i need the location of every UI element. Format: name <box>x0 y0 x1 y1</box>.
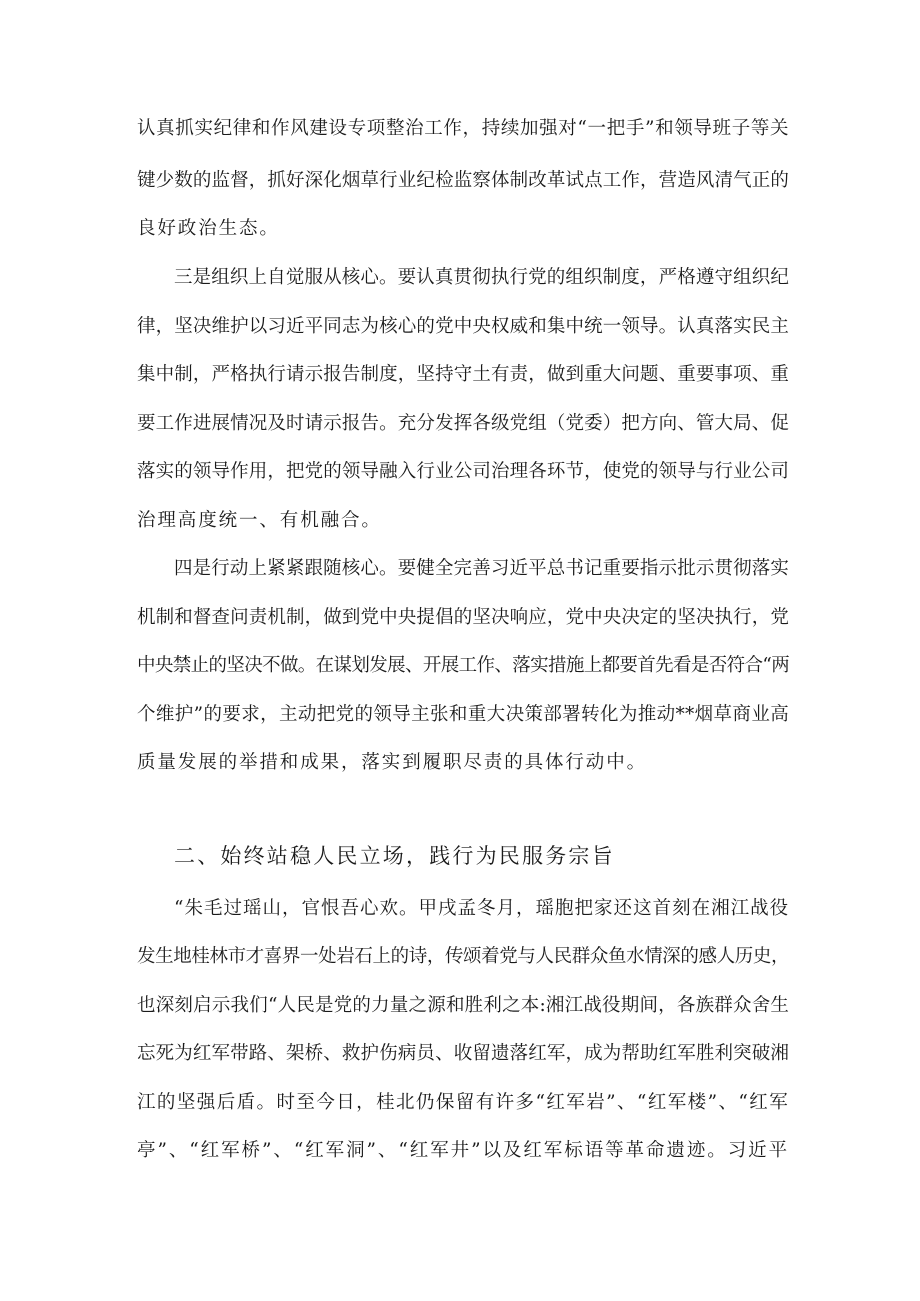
section-heading: 二、始终站稳人民立场，践行为民服务宗旨 <box>174 844 615 868</box>
text-line: 中央禁止的坚决不做。在谋划发展、开展工作、落实措施上都要首先看是否符合“两 <box>137 655 789 676</box>
text-line: 亭”、“红军桥”、“红军洞”、“红军井”以及红军标语等革命遗迹。习近平 <box>137 1140 789 1161</box>
text-line: “朱毛过瑶山，官恨吾心欢。甲戌孟冬月，瑶胞把家还这首刻在湘江战役 <box>174 898 789 919</box>
text-line: 律，坚决维护以习近平同志为核心的党中央权威和集中统一领导。认真落实民主 <box>137 316 789 337</box>
text-line: 个维护”的要求，主动把党的领导主张和重大决策部署转化为推动**烟草商业高 <box>137 704 789 725</box>
text-line: 三是组织上自觉服从核心。要认真贯彻执行党的组织制度，严格遵守组织纪 <box>174 267 789 288</box>
text-line: 机制和督查问责机制，做到党中央提倡的坚决响应，党中央决定的坚决执行，党 <box>137 607 789 628</box>
text-line: 良好政治生态。 <box>137 218 280 239</box>
text-line: 发生地桂林市才喜界一处岩石上的诗，传颂着党与人民群众鱼水情深的感人历史， <box>137 946 789 967</box>
text-line: 也深刻启示我们“人民是党的力量之源和胜利之本:湘江战役期间，各族群众舍生 <box>137 995 789 1016</box>
text-line: 忘死为红军带路、架桥、救护伤病员、收留遗落红军，成为帮助红军胜利突破湘 <box>137 1043 789 1064</box>
text-line: 质量发展的举措和成果，落实到履职尽责的具体行动中。 <box>137 752 648 773</box>
text-line: 要工作进展情况及时请示报告。充分发挥各级党组（党委）把方向、管大局、促 <box>137 413 789 434</box>
text-line: 江的坚强后盾。时至今日，桂北仍保留有许多“红军岩”、“红军楼”、“红军 <box>137 1092 789 1113</box>
text-line: 四是行动上紧紧跟随核心。要健全完善习近平总书记重要指示批示贯彻落实 <box>174 558 789 579</box>
text-line: 认真抓实纪律和作风建设专项整治工作，持续加强对“一把手”和领导班子等关 <box>137 118 789 139</box>
text-line: 键少数的监督，抓好深化烟草行业纪检监察体制改革试点工作，营造风清气正的 <box>137 170 789 191</box>
text-line: 集中制，严格执行请示报告制度，坚持守土有责，做到重大问题、重要事项、重 <box>137 364 789 385</box>
text-line: 落实的领导作用，把党的领导融入行业公司治理各环节，使党的领导与行业公司 <box>137 461 789 482</box>
text-line: 治理高度统一、有机融合。 <box>137 510 382 531</box>
